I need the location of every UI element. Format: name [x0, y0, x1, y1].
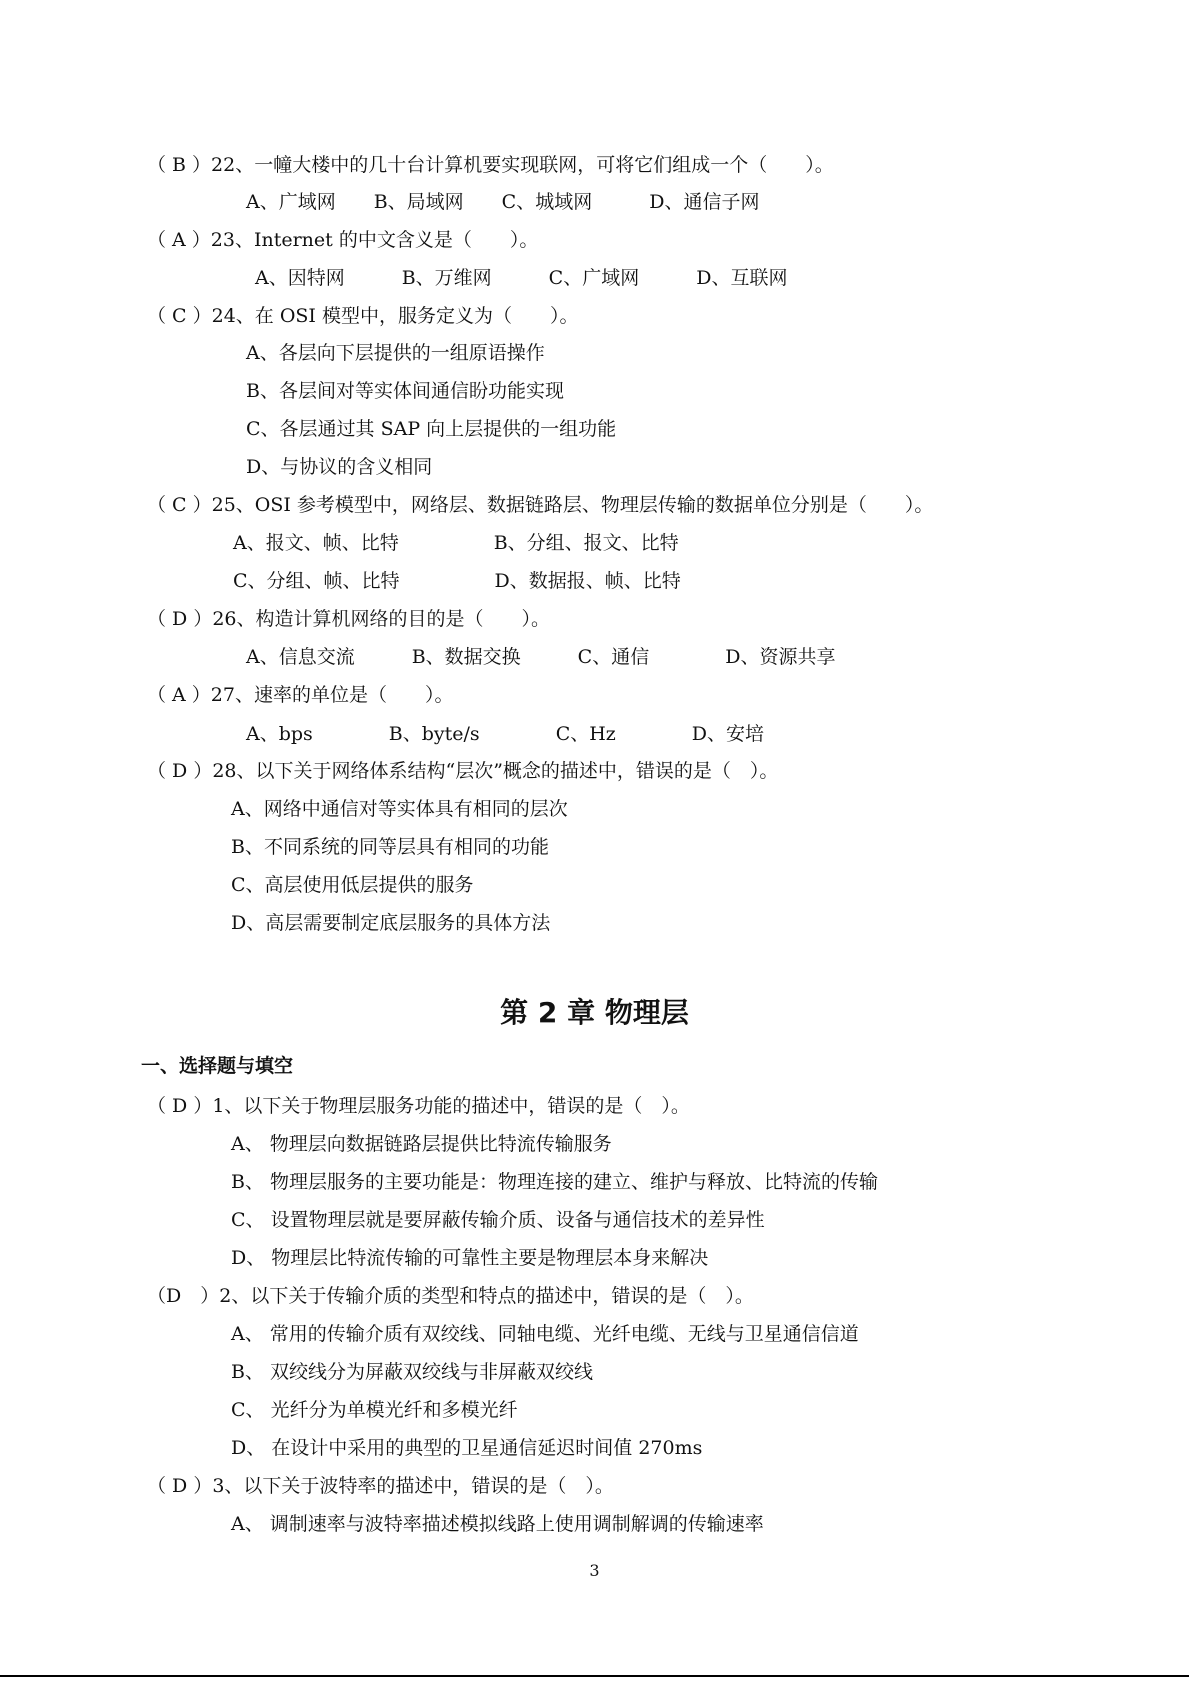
question-23-options: A、因特网 B、万维网 C、广域网 D、互联网	[255, 267, 788, 289]
ch2-question-1: （ D ）1、以下关于物理层服务功能的描述中，错误的是（ ）。	[147, 1095, 690, 1117]
question-22-options: A、广域网 B、局域网 C、城域网 D、通信子网	[246, 191, 760, 213]
question-28: （ D ）28、以下关于网络体系结构“层次”概念的描述中，错误的是（ ）。	[147, 760, 779, 782]
bottom-border-line	[0, 1675, 1189, 1677]
question-26: （ D ）26、构造计算机网络的目的是（ ）。	[147, 608, 550, 630]
question-28-option-d: D、高层需要制定底层服务的具体方法	[231, 912, 551, 934]
question-24: （ C ）24、在 OSI 模型中，服务定义为（ ）。	[147, 305, 579, 327]
ch2-question-2: （D ）2、以下关于传输介质的类型和特点的描述中，错误的是（ ）。	[147, 1285, 754, 1307]
question-28-option-b: B、不同系统的同等层具有相同的功能	[231, 836, 549, 858]
question-27-options: A、bps B、byte/s C、Hz D、安培	[246, 723, 765, 745]
ch2-question-1-option-b: B、 物理层服务的主要功能是：物理连接的建立、维护与释放、比特流的传输	[231, 1171, 879, 1193]
ch2-question-2-option-c: C、 光纤分为单模光纤和多模光纤	[231, 1399, 518, 1421]
question-24-option-c: C、各层通过其 SAP 向上层提供的一组功能	[246, 418, 617, 440]
question-28-option-a: A、网络中通信对等实体具有相同的层次	[231, 798, 568, 820]
ch2-question-2-option-b: B、 双绞线分为屏蔽双绞线与非屏蔽双绞线	[231, 1361, 594, 1383]
ch2-question-1-option-d: D、 物理层比特流传输的可靠性主要是物理层本身来解决	[231, 1247, 709, 1269]
question-28-option-c: C、高层使用低层提供的服务	[231, 874, 474, 896]
section-heading: 一、选择题与填空	[141, 1055, 294, 1077]
page-number: 3	[589, 1561, 600, 1580]
question-22: （ B ）22、一幢大楼中的几十台计算机要实现联网，可将它们组成一个（ ）。	[147, 154, 834, 176]
ch2-question-1-option-c: C、 设置物理层就是要屏蔽传输介质、设备与通信技术的差异性	[231, 1209, 765, 1231]
ch2-question-2-option-d: D、 在设计中采用的典型的卫星通信延迟时间值 270ms	[231, 1437, 703, 1459]
question-25-options-ab: A、报文、帧、比特 B、分组、报文、比特	[233, 532, 679, 554]
question-24-option-d: D、与协议的含义相同	[246, 456, 433, 478]
question-25: （ C ）25、OSI 参考模型中，网络层、数据链路层、物理层传输的数据单位分别是（ ）。	[147, 494, 934, 516]
ch2-question-1-option-a: A、 物理层向数据链路层提供比特流传输服务	[231, 1133, 612, 1155]
question-27: （ A ）27、速率的单位是（ ）。	[147, 684, 454, 706]
question-26-options: A、信息交流 B、数据交换 C、通信 D、资源共享	[246, 646, 836, 668]
question-24-option-a: A、各层向下层提供的一组原语操作	[246, 342, 545, 364]
ch2-question-3-option-a: A、 调制速率与波特率描述模拟线路上使用调制解调的传输速率	[231, 1513, 764, 1535]
ch2-question-3: （ D ）3、以下关于波特率的描述中，错误的是（ ）。	[147, 1475, 614, 1497]
chapter-title: 第 2 章 物理层	[500, 996, 689, 1029]
question-24-option-b: B、各层间对等实体间通信盼功能实现	[246, 380, 564, 402]
question-25-options-cd: C、分组、帧、比特 D、数据报、帧、比特	[233, 570, 681, 592]
question-23: （ A ）23、Internet 的中文含义是（ ）。	[147, 229, 539, 251]
ch2-question-2-option-a: A、 常用的传输介质有双绞线、同轴电缆、光纤电缆、无线与卫星通信信道	[231, 1323, 859, 1345]
